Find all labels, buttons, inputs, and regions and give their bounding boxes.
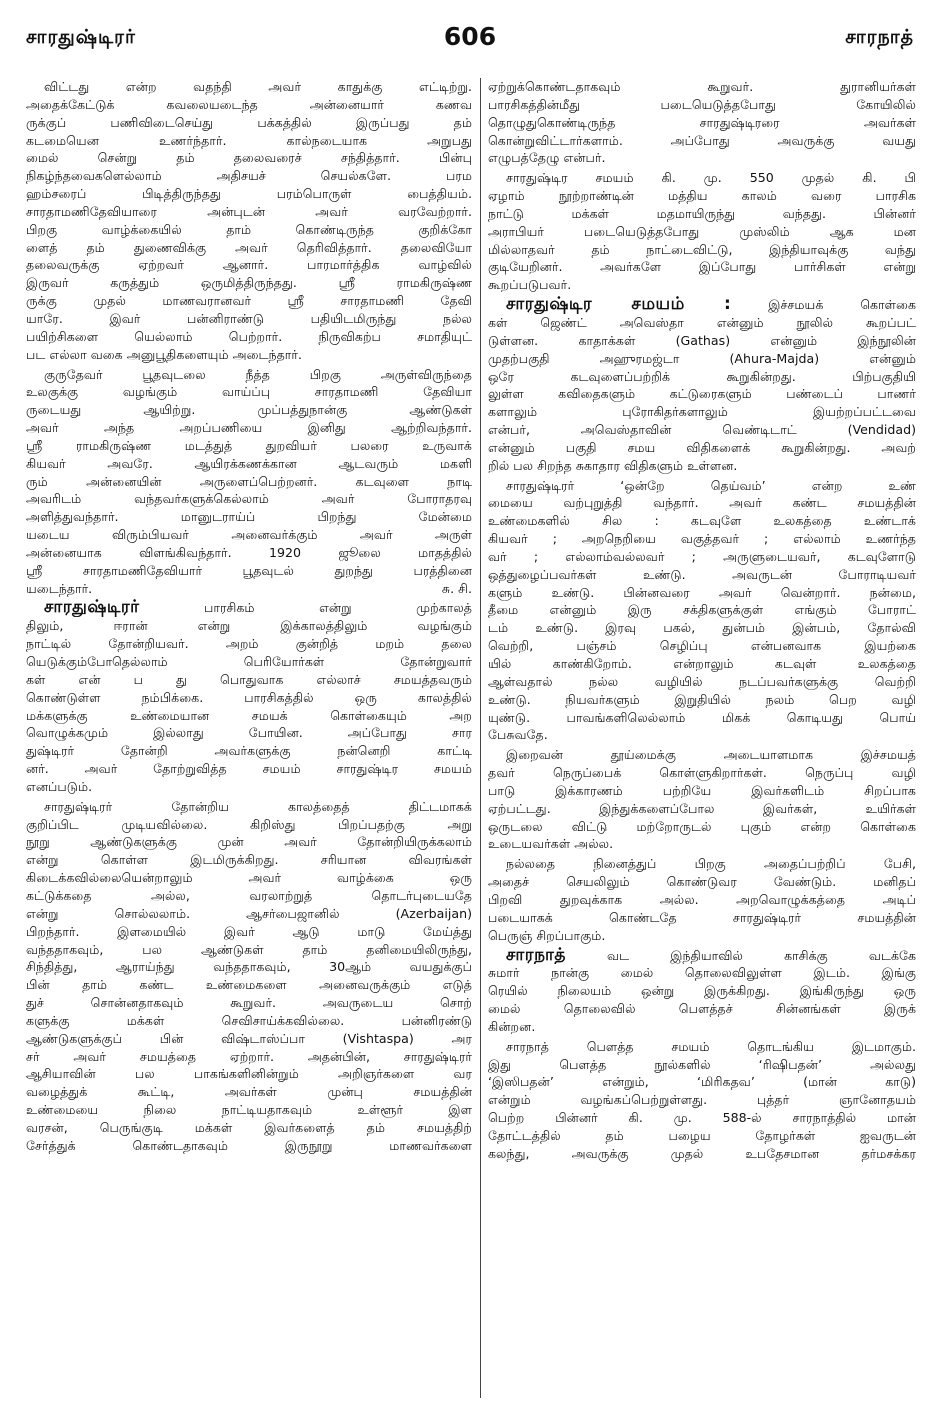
text-line — [488, 385, 916, 403]
text-line — [488, 169, 916, 187]
line-text: அதைக்கேட்டுக் கவலையடைந்த அன்னையார் கணவ — [26, 96, 472, 112]
running-head-right: சாரநாத் — [845, 26, 914, 48]
page-number: 606 — [443, 22, 497, 51]
text-line — [26, 96, 472, 114]
text-line — [488, 276, 916, 294]
left-column — [26, 78, 472, 1157]
running-head-left: சாரதுஷ்டிரர் — [26, 26, 136, 48]
entry-sarnath — [488, 947, 916, 1036]
line-text: கட்டுக்கதை அல்ல, வரலாற்றுத் தொடர்புடையதே — [26, 887, 472, 903]
text-line — [26, 401, 472, 419]
line-text: ருக்குப் பணிவிடைசெய்து பக்கத்தில் இருப்பது தம் — [26, 114, 472, 130]
text-line — [488, 350, 916, 368]
text-line — [488, 530, 916, 548]
text-line — [26, 851, 472, 869]
line-text: அளித்துவந்தார். மானுடராய்ப் பிறந்து மேன்மை — [26, 509, 472, 525]
line-text: ருடையது ஆயிற்று. முப்பத்துநான்கு ஆண்டுகள் — [26, 402, 472, 418]
line-text: தலைவருக்கு ஏற்றவர் ஆனார். பாரமார்த்திக வாழ்வில் — [26, 257, 472, 273]
line-text: கியவர் ; அறநெறியை வகுத்தவர் ; எல்லாம் உணர்ந்த — [488, 531, 916, 547]
text-line — [26, 724, 472, 742]
text-line — [488, 512, 916, 530]
text-line — [488, 818, 916, 836]
text-line — [488, 947, 916, 965]
line-text: பாடு இக்காரணம் பற்றியே இவர்களிடம் சிறப்பாக — [488, 782, 916, 798]
line-text: அதைச் செயலிலும் கொண்டுவர வேண்டும். மனிதப் — [488, 874, 916, 890]
text-line — [26, 346, 472, 364]
text-line — [26, 221, 472, 239]
line-text: பயிற்சிகளை யெல்லாம் பெற்றார். நிருவிகற்ப சமாதியுட் — [26, 328, 472, 344]
line-text: என்றும் வழங்கப்பெற்றுள்ளது. புத்தர் ஞானோதயம் — [488, 1092, 916, 1108]
line-text: றில் பல சிறந்த சுகாதார விதிகளும் உள்ளன. — [488, 457, 738, 473]
line-text: குடியேறினர். அவர்களே இப்போது பார்சிகள் என்று — [488, 259, 916, 275]
line-text: இது பௌத்த நூல்களில் ‘ரிஷிபதன்’ அல்லது — [488, 1056, 916, 1072]
text-line — [26, 816, 472, 834]
text-line — [488, 332, 916, 350]
line-text: இறைவன் தூய்மைக்கு அடையாளமாக இச்சமயத் — [506, 747, 916, 763]
line-text: பெருஞ் சிறப்பாகும். — [488, 927, 606, 943]
line-text: ருக்கு முதல் மாணவரானவர் ஸ்ரீ சாரதாமணி தேவி — [26, 293, 472, 309]
line-text: நாட்டில் தோன்றியவர். அறம் குன்றித் மறம் தலை — [26, 636, 472, 652]
line-text: மில்லாதவர் தம் நாட்டைவிட்டு, இந்தியாவுக்கு வந்து — [488, 241, 916, 257]
column-divider — [480, 78, 481, 1398]
paragraph — [488, 1038, 916, 1163]
line-text: ஒத்துழைப்பவர்கள் உண்டு. அவருடன் போராடியவர் — [488, 566, 916, 582]
text-line — [488, 439, 916, 457]
text-line — [26, 562, 472, 580]
line-text: மைல் தொலைவில் பௌத்தச் சின்னங்கள் இருக் — [488, 1001, 916, 1017]
text-line — [26, 778, 472, 796]
text-line — [488, 1000, 916, 1018]
text-line — [26, 958, 472, 976]
entry-text: இச்சமயக் கொள்கை — [731, 297, 916, 313]
text-line — [26, 1101, 472, 1119]
text-line — [26, 508, 472, 526]
line-text: கலந்து, அவருக்கு முதல் உபதேசமான தர்மசக்கர — [488, 1145, 916, 1161]
line-text: ஏற்றுக்கொண்டதாகவும் கூறுவர். துரானியர்கள் — [488, 79, 916, 94]
text-line — [488, 132, 916, 150]
line-text: சாரதுஷ்டிரர் ‘ஒன்றே தெய்வம்’ என்ற உண் — [506, 477, 916, 493]
text-line — [26, 1048, 472, 1066]
line-text: ரெயில் நிலையம் ஒன்று இருக்கிறது. இங்கிருந்து ஒரு — [488, 983, 916, 999]
line-text: கொன்றுவிட்டார்களாம். அப்போது அவருக்கு வயது — [488, 132, 916, 148]
text-line — [488, 964, 916, 982]
text-line — [26, 1119, 472, 1137]
line-text: சாரதாமணிதேவியாரை அன்புடன் அவர் வரவேற்றார். — [26, 203, 472, 219]
line-text: சேர்த்துக் கொண்டதாகவும் இருநூறு மாணவர்களை — [26, 1137, 472, 1153]
line-text: விட்டது என்ற வதந்தி அவர் காதுக்கு எட்டிற்று. — [44, 79, 472, 94]
line-text: ‘இஸிபதன்’ என்றும், ‘மிரிகதவ’ (மான் காடு) — [488, 1074, 916, 1090]
text-line — [26, 455, 472, 473]
text-line — [488, 584, 916, 602]
text-line — [488, 223, 916, 241]
entry-zoroastrian-religion — [488, 296, 916, 474]
text-line — [26, 274, 472, 292]
line-text: நாட்டு மக்கள் மதமாயிருந்து வந்தது. பின்னர் — [488, 205, 916, 221]
text-line — [488, 457, 916, 475]
text-line — [26, 742, 472, 760]
line-text: பிறந்தார். இளமையில் இவர் ஆடு மாடு மேய்த்து — [26, 923, 472, 939]
text-line — [488, 494, 916, 512]
line-text: யடைந்தார். — [26, 580, 93, 596]
text-line — [488, 314, 916, 332]
paragraph — [26, 798, 472, 1155]
text-line — [488, 619, 916, 637]
line-text: வரசன், பெருங்குடி மக்கள் இவர்களைத் தம் சமயத்திற் — [26, 1119, 472, 1135]
paragraph — [488, 477, 916, 745]
line-text: ஒருடலை விட்டு மற்றோருடல் புகும் என்ற கொள்கை — [488, 818, 916, 834]
text-line — [26, 1065, 472, 1083]
line-text: பிறவி துறவுக்காக அல்ல. அறவொழுக்கத்தை அடிப் — [488, 891, 916, 907]
text-line — [26, 419, 472, 437]
text-line — [26, 617, 472, 635]
text-line — [26, 114, 472, 132]
text-line — [488, 1127, 916, 1145]
text-line — [26, 473, 472, 491]
line-text: ஆண்டுகளுக்குப் பின் விஷ்டாஸ்ப்பா (Vishtaspa) அர — [26, 1030, 472, 1046]
line-text: யடைய விரும்பியவர் அனைவர்க்கும் அவர் அருள் — [26, 527, 472, 543]
text-line — [26, 689, 472, 707]
text-line — [26, 941, 472, 959]
line-text: தொழுதுகொண்டிருந்த சாரதுஷ்டிரரை அவர்கள் — [488, 114, 916, 130]
text-line — [26, 526, 472, 544]
text-line — [488, 782, 916, 800]
text-line — [26, 256, 472, 274]
line-text: மையை வற்புறுத்தி வந்தார். அவர் கண்ட சமயத்தின் — [488, 495, 916, 511]
line-text: களுக்கு மக்கள் செவிசாய்க்கவில்லை. பன்னிரண்டு — [26, 1012, 472, 1028]
line-text: பின் தாம் கண்ட உண்மைகளை அனைவருக்கும் எடுத் — [26, 977, 472, 993]
paragraph — [488, 78, 916, 167]
text-line — [488, 764, 916, 782]
line-text: உண்மையை நிலை நாட்டியதாகவும் உள்ளூர் இள — [26, 1102, 472, 1118]
entry-heading: சாரதுஷ்டிர சமயம் : — [506, 296, 732, 314]
line-text: இருவர் கருத்தும் ஒருமித்திருந்தது. ஸ்ரீ ராமகிருஷ்ண — [26, 275, 472, 291]
line-text: என்று கொள்ள இடமிருக்கிறது. சரியான விவரங்கள் — [26, 852, 472, 868]
line-text: பிறகு வாழ்க்கையில் தாம் கொண்டிருந்த குறிக்கோ — [26, 221, 472, 237]
paragraph — [488, 169, 916, 294]
text-line — [26, 994, 472, 1012]
text-line — [26, 671, 472, 689]
line-text: சுமார் நான்கு மைல் தொலைவிலுள்ள இடம். இங்கு — [488, 965, 916, 981]
line-text: டுள்ளன. காதாக்கள் (Gathas) என்னும் இந்நூலின் — [488, 332, 916, 348]
text-line — [26, 437, 472, 455]
text-line — [488, 1073, 916, 1091]
line-text: வர் ; எல்லாம்வல்லவர் ; அருளுடையவர், கடவுளோடு — [488, 548, 916, 564]
line-text: அராபியர் படையெடுத்தபோது முஸ்லிம் ஆக மன — [488, 223, 916, 239]
line-text: ஏற்பட்டது. இந்துக்களைப்போல இவர்கள், உயிர்கள் — [488, 800, 916, 816]
line-text: என்னும் பகுதி சமய விதிகளைக் கூறுகின்றது. அவற் — [488, 439, 916, 455]
text-line — [488, 368, 916, 386]
line-text: கின்றன. — [488, 1018, 536, 1034]
text-line — [26, 1137, 472, 1155]
paragraph — [488, 746, 916, 853]
text-line — [488, 421, 916, 439]
text-line — [26, 239, 472, 257]
text-line — [488, 1145, 916, 1163]
line-text: களாலும் புரோகிதர்களாலும் இயற்றப்பட்டவை — [488, 404, 916, 420]
text-line — [26, 653, 472, 671]
line-text: னர். அவர் தோற்றுவித்த சமயம் சாரதுஷ்டிர சமயம் — [26, 761, 472, 777]
entry-heading: சாரதுஷ்டிரர் — [44, 599, 140, 618]
line-text: உண்டு. நியவர்களும் இறுதியில் நலம் பெற வழி — [488, 691, 916, 707]
line-text: கிடைக்கவில்லையென்றாலும் அவர் வாழ்க்கை ஒரு — [26, 870, 472, 886]
text-line — [26, 833, 472, 851]
entry-heading: சாரநாத் — [506, 946, 566, 965]
text-line — [26, 580, 472, 598]
line-text: தீமை என்னும் இரு சக்திகளுக்குள் எங்கும் போராட் — [488, 602, 916, 618]
text-line — [26, 1012, 472, 1030]
line-text: கடமையென உணர்ந்தார். கால்நடையாக அறுபது — [26, 132, 472, 148]
line-text: டம் உண்டு. இரவு பகல், துன்பம் இன்பம், தோல்வி — [488, 620, 916, 636]
text-line — [488, 927, 916, 945]
text-line — [26, 760, 472, 778]
line-text: குறிப்பிட முடியவில்லை. கிறிஸ்து பிறப்பதற்கு அறு — [26, 816, 472, 832]
line-text: குருதேவர் பூதவுடலை நீத்த பிறகு அருள்விருந்தை — [44, 366, 472, 382]
line-text: என்பர், அவெஸ்தாவின் வெண்டிடாட் (Vendidad) — [488, 422, 916, 438]
line-text: யுண்டு. பாவங்களிலெல்லாம் மிகக் கொடியது பொய் — [488, 709, 916, 725]
text-line — [488, 78, 916, 96]
text-line — [488, 1091, 916, 1109]
text-line — [488, 96, 916, 114]
entry-sarathustrar — [26, 599, 472, 795]
text-line — [26, 707, 472, 725]
line-text: ளைத் தம் துணைவிக்கு அவர் தெரிவித்தார். தலைவியோ — [26, 239, 472, 255]
entry-text: பாரசிகம் என்று முற்காலத் — [139, 600, 472, 616]
text-line — [26, 544, 472, 562]
text-line — [26, 328, 472, 346]
text-line — [26, 132, 472, 150]
line-text: உண்மைகளில் சில : கடவுளே உலகத்தை உண்டாக் — [488, 513, 916, 529]
text-line — [26, 1083, 472, 1101]
line-text: கொண்டுள்ள நம்பிக்கை. பாரசிகத்தில் ஒரு காலத்தில் — [26, 689, 472, 705]
line-text: பேசுவதே. — [488, 727, 548, 743]
line-text: சர் அவர் சமயத்தை ஏற்றார். அதன்பின், சாரதுஷ்டிரர் — [26, 1048, 472, 1064]
line-text: உலகுக்கு வழங்கும் வாய்ப்பு சாரதாமணி தேவியா — [26, 384, 472, 400]
line-text: கியவர் அவரே. ஆயிரக்கணக்கான ஆடவரும் மகளி — [26, 455, 472, 471]
line-text: உடையவர்கள் அல்ல. — [488, 836, 614, 852]
text-line — [488, 655, 916, 673]
line-text: அன்னையாக விளங்கிவந்தார். 1920 ஜூலை மாதத்தில் — [26, 544, 472, 560]
text-line — [488, 1018, 916, 1036]
text-line — [26, 887, 472, 905]
line-text: திலும், ஈரான் என்று இக்காலத்திலும் வழங்கும் — [26, 618, 472, 634]
text-line — [26, 167, 472, 185]
paragraph-with-signature — [26, 366, 472, 598]
text-line — [26, 383, 472, 401]
text-line — [488, 873, 916, 891]
text-line — [488, 746, 916, 764]
text-line — [26, 78, 472, 96]
text-line — [26, 976, 472, 994]
line-text: நல்லதை நினைத்துப் பிறகு அதைப்பற்றிப் பேசி, — [506, 856, 916, 872]
line-text: முதற்பகுதி அஹுரமஜ்டா (Ahura-Majda) என்னும் — [488, 350, 916, 366]
text-line — [488, 800, 916, 818]
text-line — [488, 548, 916, 566]
text-line — [488, 835, 916, 853]
right-column — [488, 78, 916, 1165]
text-line — [488, 691, 916, 709]
line-text: அவர் அந்த அறப்பணியை இனிது ஆற்றிவந்தார். — [26, 420, 472, 436]
text-line — [26, 149, 472, 167]
text-line — [26, 923, 472, 941]
line-text: என்று சொல்லலாம். ஆசர்பைஜானில் (Azerbaijan) — [26, 905, 472, 921]
entry-text: வட இந்தியாவில் காசிக்கு வடக்கே — [565, 947, 916, 963]
line-text: ஹம்சரைப் பிடித்திருந்தது பரம்பொருள் பைத்தியம். — [26, 186, 472, 202]
text-line — [26, 798, 472, 816]
line-text: எனப்படும். — [26, 778, 93, 794]
text-line — [488, 205, 916, 223]
text-line — [488, 403, 916, 421]
line-text: யில் காண்கிறோம். என்றாலும் கடவுள் உலகத்தை — [488, 656, 916, 671]
line-text: நிகழ்ந்தவைகளெல்லாம் அதிசயச் செயல்களே. பரம — [26, 168, 472, 184]
line-text: லுள்ள கவிதைகளும் கட்டுரைகளும் பண்டைப் பாணர் — [488, 386, 916, 402]
line-text: யெடுக்கும்போதெல்லாம் பெரியோர்கள் தோன்றுவார் — [26, 654, 472, 669]
line-text: வெற்றி, பஞ்சம் செழிப்பு என்பனவாக இயற்கை — [488, 638, 916, 654]
text-line — [26, 490, 472, 508]
text-line — [26, 599, 472, 617]
line-text: ஆள்வதால் நல்ல வழியில் நடப்பவர்களுக்கு வெற்றி — [488, 673, 916, 689]
line-text: நூறு ஆண்டுகளுக்கு முன் அவர் தோன்றியிருக்கலாம் — [26, 834, 472, 850]
text-line — [488, 637, 916, 655]
text-line — [26, 1030, 472, 1048]
line-text: தோட்டத்தில் தம் பழைய தோழர்கள் ஐவருடன் — [488, 1127, 916, 1143]
line-text: எழுபத்தேழு என்பர். — [488, 150, 606, 166]
line-text: ஏழாம் நூற்றாண்டின் மத்திய காலம் வரை பாரசிக — [488, 188, 916, 204]
line-text: ஆசியாவின் பல பாகங்களினின்றும் அறிஞர்களை வர — [26, 1066, 472, 1082]
text-line — [488, 855, 916, 873]
author-signature: சு. சி. — [441, 580, 472, 596]
text-line — [26, 310, 472, 328]
text-line — [26, 869, 472, 887]
text-line — [488, 709, 916, 727]
text-line — [488, 909, 916, 927]
line-text: துச் சொன்னதாகவும் கூறுவர். அவருடைய சொற் — [26, 995, 472, 1011]
text-line — [488, 1056, 916, 1074]
line-text: மக்களுக்கு உண்மையான சமயக் கொள்கையும் அற — [26, 707, 472, 723]
text-line — [26, 366, 472, 384]
text-line — [488, 891, 916, 909]
text-line — [488, 601, 916, 619]
line-text: ஸ்ரீ ராமகிருஷ்ண மடத்துத் துறவியர் பலரை உருவாக் — [26, 437, 472, 453]
page-header — [26, 22, 914, 60]
line-text: அவரிடம் வந்தவர்களுக்கெல்லாம் அவர் போராதரவு — [26, 491, 472, 507]
text-line — [26, 185, 472, 203]
text-line — [488, 1038, 916, 1056]
text-line — [488, 258, 916, 276]
line-text: சாரதுஷ்டிரர் தோன்றிய காலத்தைத் திட்டமாகக் — [44, 798, 472, 814]
line-text: சாரநாத் பௌத்த சமயம் தொடங்கிய இடமாகும். — [506, 1038, 916, 1054]
line-text: மைல் சென்று தம் தலைவரைச் சந்தித்தார். பின்பு — [26, 150, 472, 166]
line-text: படையாகக் கொண்டதே சாரதுஷ்டிரர் சமயத்தின் — [488, 909, 916, 925]
line-text: கள் என் ப து பொதுவாக எல்லாச் சமயத்தவரும் — [26, 671, 472, 687]
line-text: ஒரே கடவுளைப்பற்றிக் கூறுகின்றது. பிற்பகுதியி — [488, 368, 916, 384]
line-text: கூறப்படுபவர். — [488, 277, 572, 293]
line-text: வழைத்துக் கூட்டி, அவர்கள் முன்பு சமயத்தின் — [26, 1084, 472, 1100]
line-text: தவர் நெருப்பைக் கொள்ளுகிறார்கள். நெருப்பு வழி — [488, 765, 916, 781]
line-text: களும் உண்டு. பின்னவரை அவர் வென்றார். நன்மை, — [488, 584, 916, 600]
text-line — [488, 982, 916, 1000]
text-line — [488, 241, 916, 259]
line-text: பட எல்லா வகை அனுபூதிகளையும் அடைந்தார். — [26, 346, 302, 362]
line-text: சிந்தித்து, ஆராய்ந்து வந்ததாகவும், 30ஆம் வயதுக்குப் — [26, 959, 472, 975]
text-line — [488, 1109, 916, 1127]
text-line — [488, 673, 916, 691]
line-text: ஸ்ரீ சாரதாமணிதேவியார் பூதவுடல் துறந்து பரத்தினை — [26, 562, 472, 578]
text-line — [488, 296, 916, 314]
text-line — [26, 635, 472, 653]
text-line — [26, 292, 472, 310]
paragraph — [26, 78, 472, 364]
text-line — [488, 114, 916, 132]
line-text: யாரே. இவர் பன்னிராண்டு பதியிடமிருந்து நல்ல — [26, 310, 472, 326]
text-line — [26, 905, 472, 923]
line-text: ரும் அன்னையின் அருளைப்பெற்றனர். கடவுளை நாடி — [26, 473, 472, 489]
paragraph — [488, 855, 916, 944]
line-text: துஷ்டிரர் தோன்றி அவர்களுக்கு நன்னெறி காட்டி — [26, 743, 472, 759]
text-line — [488, 726, 916, 744]
line-text: கள் ஜெண்ட் அவெஸ்தா என்னும் நூலில் கூறப்பட் — [488, 314, 916, 330]
line-text: சாரதுஷ்டிர சமயம் கி. மு. 550 முதல் கி. பி — [506, 170, 916, 186]
text-line — [488, 187, 916, 205]
text-line — [488, 566, 916, 584]
line-text: வந்ததாகவும், பல ஆண்டுகள் தாம் தனிமையிலிருந்து, — [26, 941, 472, 957]
line-text: வொழுக்கமும் இல்லாது போயின. அப்போது சார — [26, 725, 472, 741]
text-line — [488, 149, 916, 167]
text-line — [26, 203, 472, 221]
text-line — [488, 477, 916, 495]
line-text: பெற்ற பின்னர் கி. மு. 588-ல் சாரநாத்தில் மான் — [488, 1110, 916, 1126]
line-text: பாரசிகத்தின்மீது படையெடுத்தபோது கோயிலில் — [488, 96, 916, 112]
